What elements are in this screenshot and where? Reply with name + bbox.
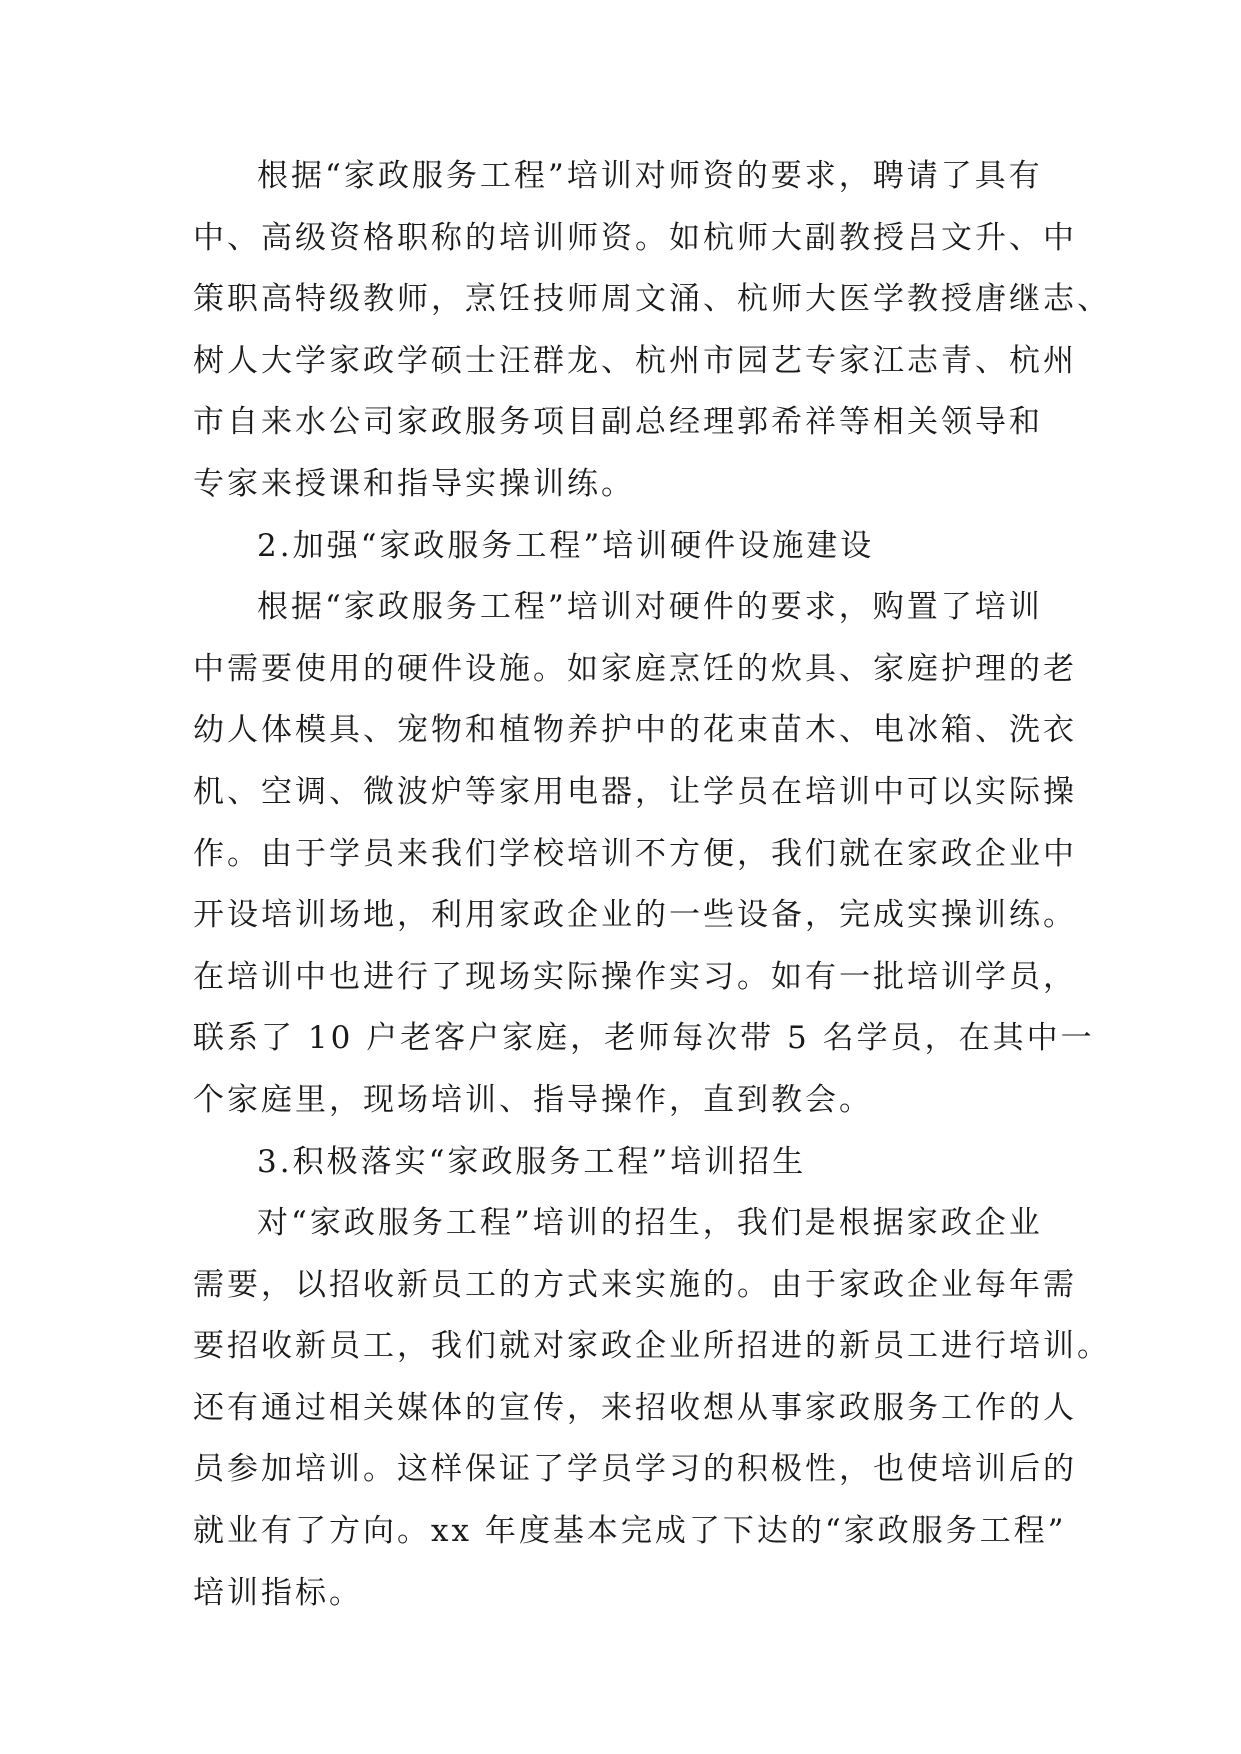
text-line: 在培训中也进行了现场实际操作实习。如有一批培训学员，	[193, 958, 1077, 995]
text-line: 中、高级资格职称的培训师资。如杭师大副教授吕文升、中	[193, 219, 1077, 256]
text-line: 树人大学家政学硕士汪群龙、杭州市园艺专家江志青、杭州	[193, 342, 1077, 379]
text-line: 就业有了方向。xx 年度基本完成了下达的“家政服务工程”	[193, 1513, 1067, 1550]
text-line: 还有通过相关媒体的宣传，来招收想从事家政服务工作的人	[193, 1389, 1077, 1426]
text-line: 根据“家政服务工程”培训对师资的要求，聘请了具有	[257, 158, 1043, 194]
text-line: 机、空调、微波炉等家用电器，让学员在培训中可以实际操	[193, 773, 1077, 810]
text-line: 幼人体模具、宠物和植物养护中的花束苗木、电冰箱、洗衣	[193, 712, 1077, 749]
text-line: 联系了 10 户老客户家庭，老师每次带 5 名学员，在其中一	[193, 1020, 1095, 1057]
text-line: 专家来授课和指导实操训练。	[193, 465, 635, 502]
text-line: 开设培训场地，利用家政企业的一些设备，完成实操训练。	[193, 897, 1077, 934]
text-line: 员参加培训。这样保证了学员学习的积极性，也使培训后的	[193, 1451, 1077, 1488]
text-line: 对“家政服务工程”培训的招生，我们是根据家政企业	[257, 1205, 1043, 1242]
text-line: 中需要使用的硬件设施。如家庭烹饪的炊具、家庭护理的老	[193, 650, 1077, 687]
text-line: 作。由于学员来我们学校培训不方便，我们就在家政企业中	[193, 835, 1077, 872]
document-body	[193, 146, 1111, 1624]
text-line: 3.积极落实“家政服务工程”培训招生	[257, 1143, 807, 1180]
text-line: 市自来水公司家政服务项目副总经理郭希祥等相关领导和	[193, 404, 1043, 441]
text-line: 要招收新员工，我们就对家政企业所招进的新员工进行培训。	[193, 1328, 1111, 1365]
text-line: 培训指标。	[193, 1574, 363, 1611]
text-line: 个家庭里，现场培训、指导操作，直到教会。	[193, 1081, 873, 1118]
text-line: 2.加强“家政服务工程”培训硬件设施建设	[257, 527, 875, 564]
text-line: 需要，以招收新员工的方式来实施的。由于家政企业每年需	[193, 1266, 1077, 1303]
text-line: 策职高特级教师，烹饪技师周文涌、杭师大医学教授唐继志、	[193, 281, 1111, 318]
text-line: 根据“家政服务工程”培训对硬件的要求，购置了培训	[257, 589, 1043, 626]
